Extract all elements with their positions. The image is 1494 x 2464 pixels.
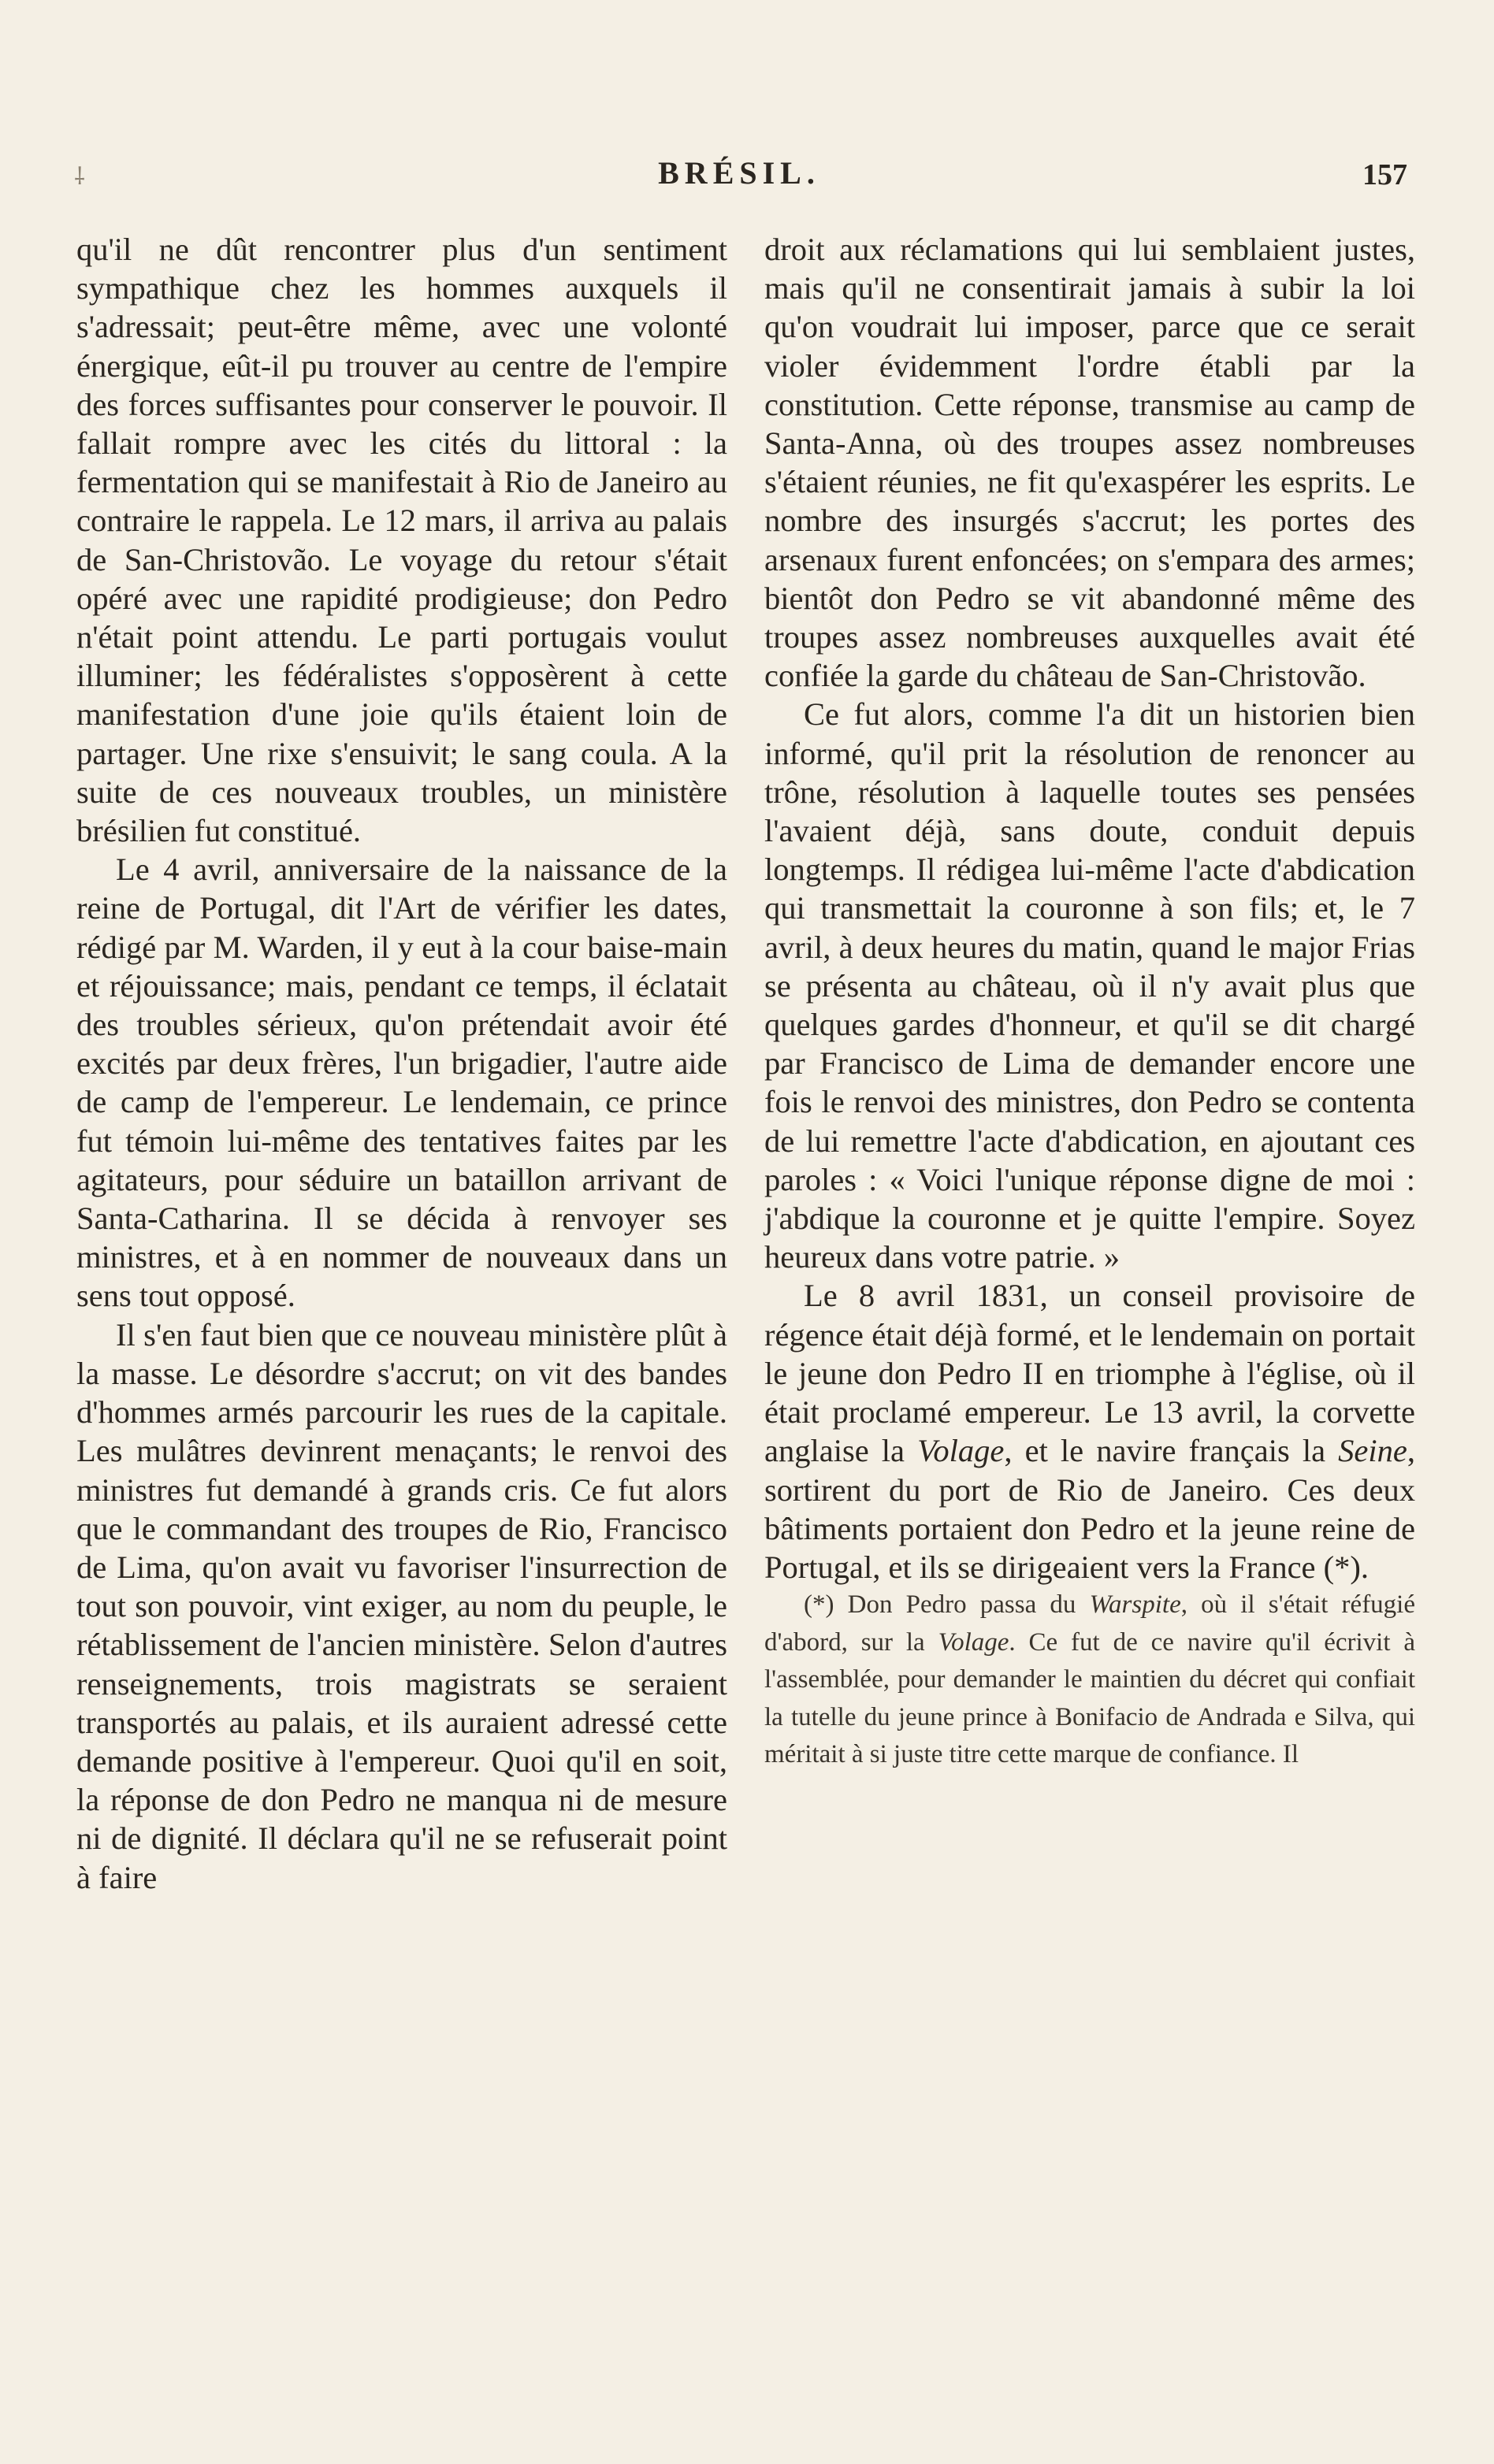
footnote <box>764 1586 1415 1774</box>
running-header <box>71 154 1407 202</box>
ship-name-seine: Seine <box>1338 1433 1407 1469</box>
margin-mark: ⸸ <box>74 163 86 191</box>
right-paragraph-1: droit aux réclamations qui lui semblaient justes, mais qu'il ne consentirait jamais à subir la loi qu'on voudrait lui imposer, parce que ce serait violer évidemment l'ordre établi par la constitution. Cette réponse, transmise au camp de Santa-Anna, où des troupes assez nombreuses s'étaient réunies, ne fit qu'exaspérer les esprits. Le nombre des insurgés s'accrut; les portes des arsenaux furent enfoncées; on s'empara des armes; bientôt don Pedro se vit abandonné même des troupes assez nombreuses auxquelles avait été confiée la garde du château de San-Christovão. <box>764 232 1415 694</box>
page-number: 157 <box>1362 158 1407 191</box>
ship-name-volage-note: Volage <box>938 1627 1009 1657</box>
right-paragraph-2: Ce fut alors, comme l'a dit un historien bien informé, qu'il prit la résolution de renoncer au trône, résolution à laquelle toutes ses pensées l'avaient déjà, sans doute, conduit depuis longtemps. Il rédigea lui-même l'acte d'abdication qui transmettait la couronne à son fils; et, le 7 avril, à deux heures du matin, quand le major Frias se présenta au château, où il n'y avait plus que quelques gardes d'honneur, et qu'il se dit chargé par Francisco de Lima de demander encore une fois le renvoi des ministres, don Pedro se contenta de lui remettre l'acte d'abdication, en ajoutant ces paroles : « Voici l'unique réponse digne de moi : j'abdique la couronne et je quitte l'empire. Soyez heureux dans votre patrie. » <box>764 696 1415 1275</box>
ship-name-volage: Volage <box>917 1433 1005 1469</box>
ship-name-warspite: Warspite <box>1089 1590 1181 1620</box>
paragraph-3-text-b: , et le navire français la <box>1004 1433 1339 1469</box>
left-paragraph-3: Il s'en faut bien que ce nouveau ministère plût à la masse. Le désordre s'accrut; on vit des bandes d'hommes armés parcourir les rues de la capitale. Les mulâtres devinrent menaçants; le renvoi des ministres fut demandé à grands cris. Ce fut alors que le commandant des troupes de Rio, Francisco de Lima, qu'on avait vu favoriser l'insurrection de tout son pouvoir, vint exiger, au nom du peuple, le rétablissement de l'ancien ministère. Selon d'autres renseignements, trois magistrats se seraient transportés au palais, et ils auraient adressé cette demande positive à l'empereur. Quoi qu'il en soit, la réponse de don Pedro ne manqua ni de mesure ni de dignité. Il déclara qu'il ne se refuserait point à faire <box>76 1316 727 1895</box>
left-paragraph-2: Le 4 avril, anniversaire de la naissance de la reine de Portugal, dit l'Art de vérifier les dates, rédigé par M. Warden, il y eut à la cour baise-main et réjouissance; mais, pendant ce temps, il éclatait des troubles sérieux, qu'on prétendait avoir été excités par deux frères, l'un brigadier, l'autre aide de camp de l'empereur. Le lendemain, ce prince fut témoin lui-même des tentatives faites par les agitateurs, pour séduire un bataillon arrivant de Santa-Catharina. Il se décida à renvoyer ses ministres, et à en nommer de nouveaux dans un sens tout opposé. <box>76 852 727 1314</box>
footnote-text-a: (*) Don Pedro passa du <box>804 1590 1090 1620</box>
footnote-text-c: . Ce fut de ce navire qu'il écrivit à l'assemblée, pour demander le maintien du décret qui confiait la tutelle du jeune prince à Bonifacio de Andrada e Silva, qui méritait à si juste titre cette marque de confiance. Il <box>764 1627 1415 1769</box>
right-paragraph-3 <box>764 1276 1415 1586</box>
paragraph-3-text-c: , sortirent du port de Rio de Janeiro. Ces deux bâtiments portaient don Pedro et la jeune reine de Portugal, et ils se dirigeaient vers la France (*). <box>764 1433 1416 1585</box>
left-paragraph-1: qu'il ne dût rencontrer plus d'un sentiment sympathique chez les hommes auxquels il s'adressait; peut-être même, avec une volonté énergique, eût-il pu trouver au centre de l'empire des forces suffisantes pour conserver le pouvoir. Il fallait rompre avec les cités du littoral : la fermentation qui se manifestait à Rio de Janeiro au contraire le rappela. Le 12 mars, il arriva au palais de San-Christovão. Le voyage du retour s'était opéré avec une rapidité prodigieuse; don Pedro n'était point attendu. Le parti portugais voulut illuminer; les fédéralistes s'opposèrent à cette manifestation d'une joie qu'ils étaient loin de partager. Une rixe s'ensuivit; le sang coula. A la suite de ces nouveaux troubles, un ministère brésilien fut constitué. <box>76 232 727 849</box>
footnote-text-b: , où il s'était réfugié d'abord, sur la <box>764 1590 1415 1657</box>
paragraph-3-text-a: Le 8 avril 1831, un conseil provisoire de régence était déjà formé, et le lendemain on portait le jeune don Pedro II en triomphe à l'église, où il était proclamé empereur. Le 13 avril, la corvette anglaise la <box>764 1278 1415 1469</box>
page-title: BRÉSIL. <box>658 155 820 191</box>
right-column <box>764 230 1415 1774</box>
left-column <box>76 230 727 1897</box>
